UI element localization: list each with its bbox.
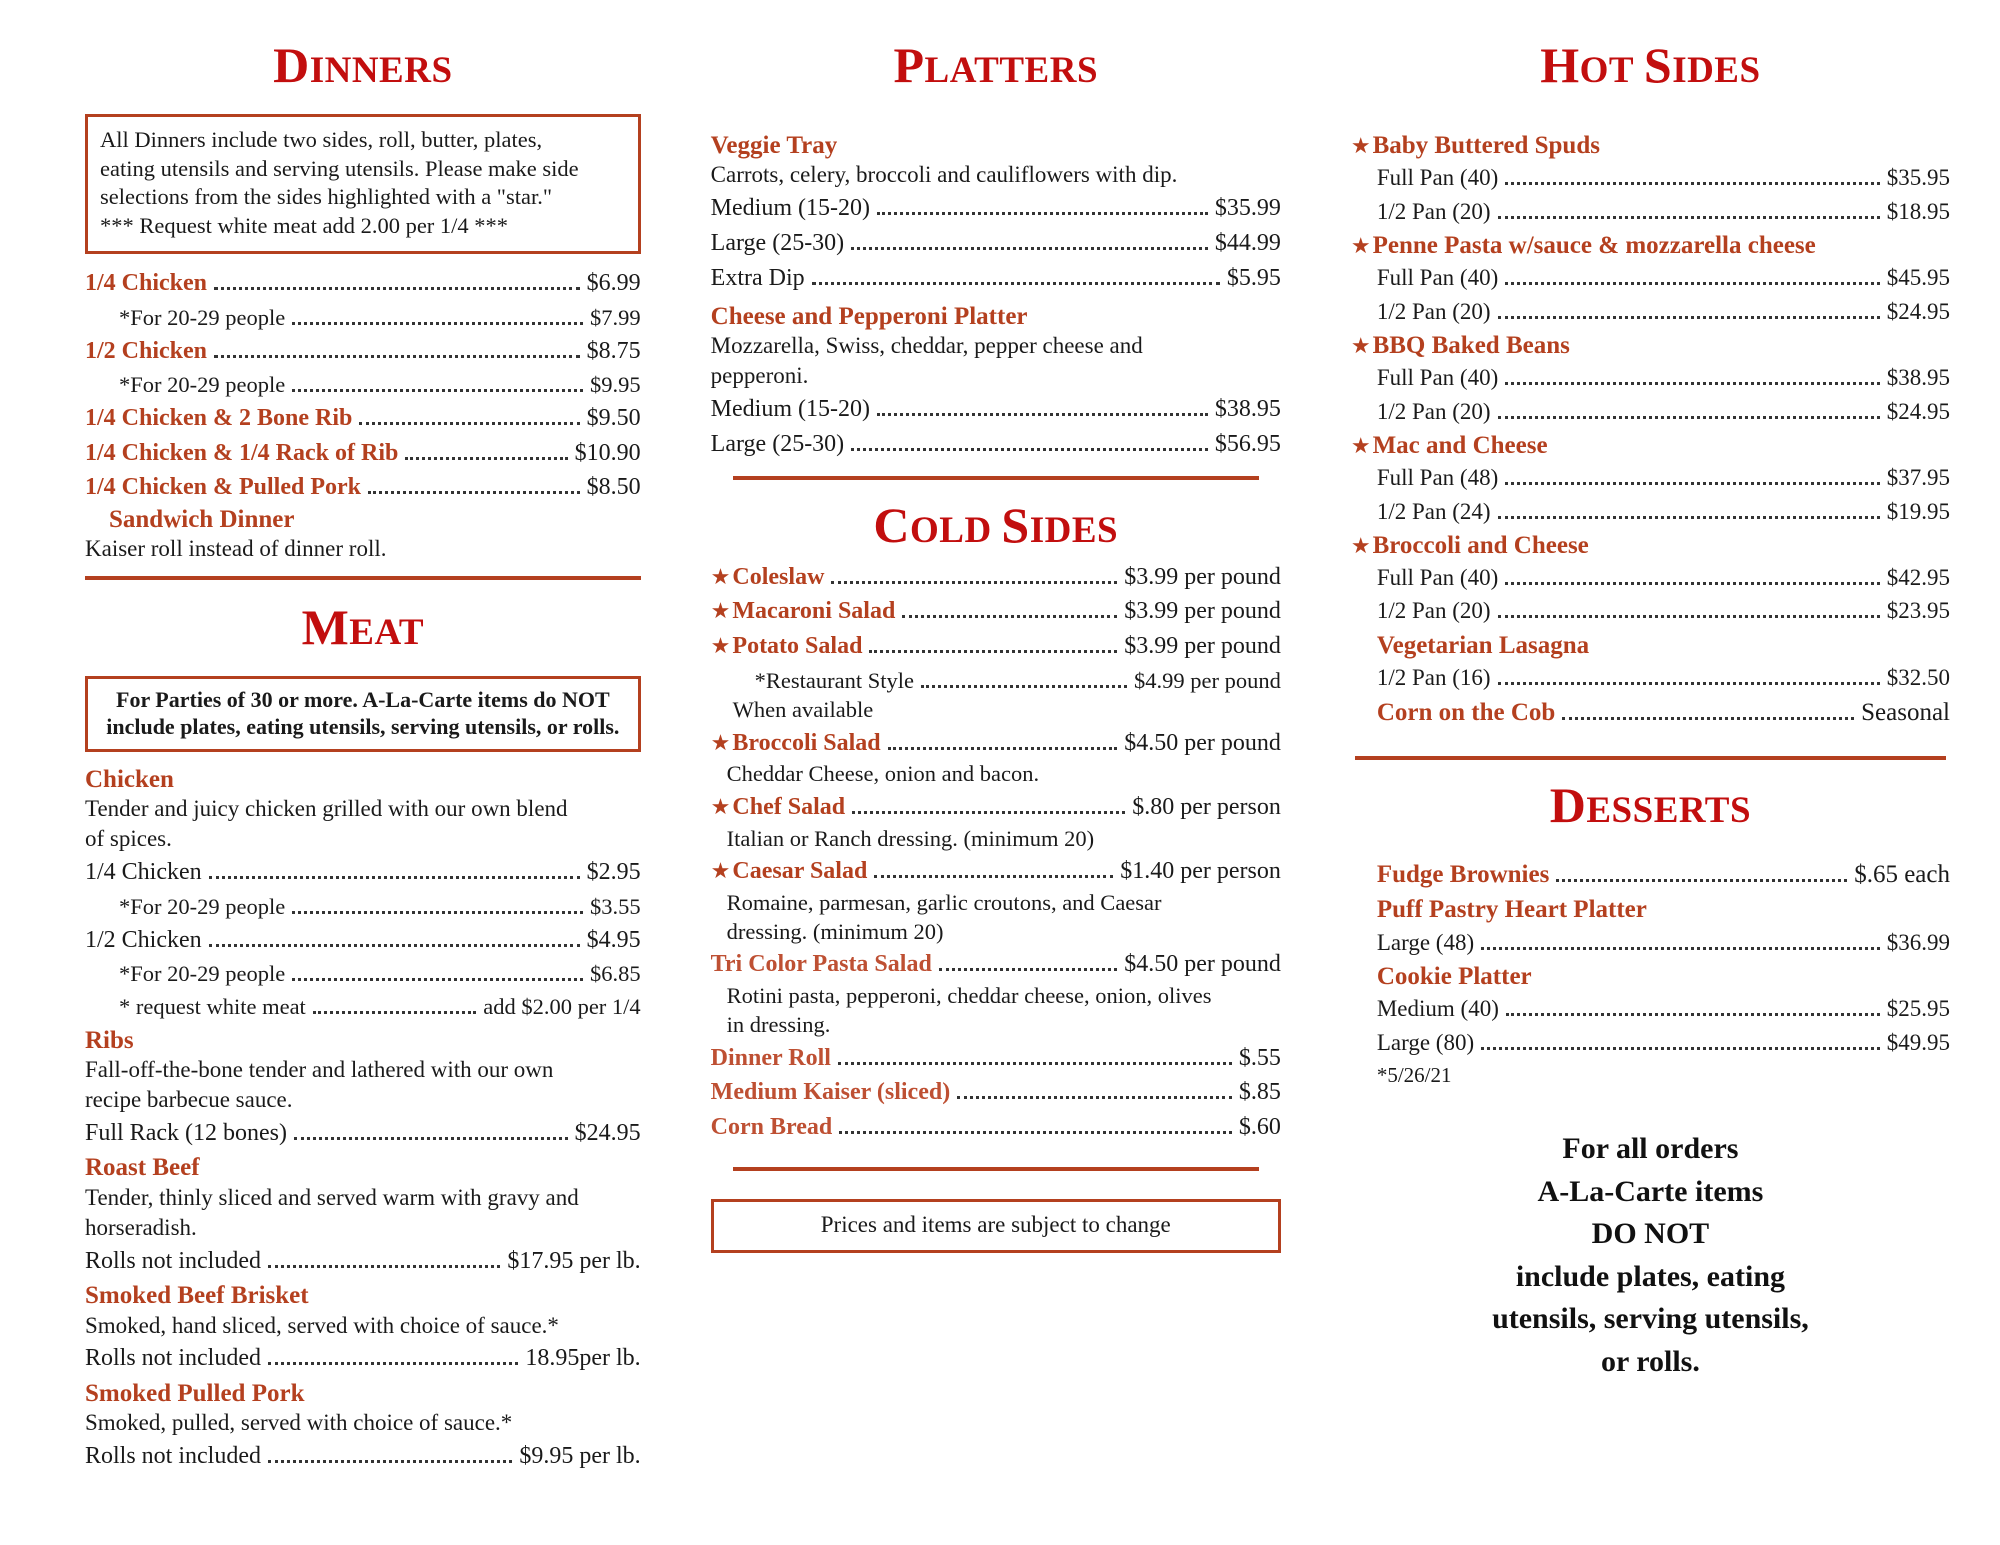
divider (85, 576, 641, 580)
dot-leader (313, 1011, 476, 1014)
dot-leader (1505, 282, 1880, 285)
dinners-heading-initial: D (273, 37, 310, 93)
hot-sides-heading-initial: H (1540, 37, 1580, 93)
group-description: horseradish. (85, 1214, 197, 1240)
cold-sides-heading-word1: OLD (909, 509, 1002, 551)
item-price: $35.95 (1886, 165, 1950, 191)
item-label: 1/2 Pan (24) (1376, 498, 1491, 524)
menu-row (85, 436, 641, 471)
section-heading-dinners (85, 37, 641, 93)
closing-line-1: For all orders (1562, 1132, 1739, 1166)
group-description: recipe barbecue sauce. (85, 1086, 293, 1112)
item-label: 1/4 Chicken & 2 Bone Rib (85, 404, 353, 431)
item-label: 1/2 Chicken (85, 926, 202, 953)
hot-side-title-mac-and-cheese: Mac and Cheese (1372, 431, 1548, 459)
group-description: Smoked, pulled, served with choice of sauce.* (85, 1410, 513, 1436)
item-label: Medium (40) (1376, 996, 1499, 1022)
dot-leader (214, 355, 580, 358)
dot-leader (292, 389, 583, 392)
item-label: Macaroni Salad (732, 598, 896, 625)
dot-leader (209, 876, 580, 879)
item-price: $24.95 (1886, 298, 1950, 324)
item-price: $4.95 (586, 926, 641, 953)
closing-line-4: include plates, eating (1515, 1259, 1786, 1293)
item-label: Tri Color Pasta Salad (710, 951, 932, 978)
item-label: Full Pan (48) (1376, 465, 1499, 491)
item-price: 18.95per lb. (525, 1345, 641, 1372)
dot-leader (368, 491, 580, 494)
menu-row (1351, 361, 1950, 394)
menu-row (85, 1341, 641, 1376)
dot-leader (874, 875, 1113, 878)
menu-row (85, 401, 641, 436)
dessert-title-cookie-platter: Cookie Platter (1376, 963, 1532, 991)
item-price: $9.50 (586, 404, 641, 431)
dot-leader (1481, 1047, 1880, 1050)
dot-leader (294, 1137, 568, 1140)
item-price: $3.99 per pound (1124, 633, 1281, 660)
item-note: When available (732, 697, 874, 723)
meat-group-title-chicken: Chicken (85, 765, 174, 793)
star-icon: ★ (1350, 232, 1371, 258)
item-label: 1/2 Pan (20) (1376, 298, 1491, 324)
item-label: 1/2 Pan (20) (1376, 598, 1491, 624)
star-icon: ★ (1350, 133, 1371, 158)
item-label: Rolls not included (85, 1345, 261, 1372)
closing-notice (1351, 1128, 1950, 1384)
item-price: $6.85 (590, 961, 641, 987)
closing-line-5: utensils, serving utensils, (1492, 1302, 1809, 1336)
item-label: Fudge Brownies (1376, 861, 1550, 889)
item-label: *For 20-29 people (119, 372, 286, 398)
item-price: $49.95 (1886, 1029, 1950, 1055)
column-middle (671, 37, 1311, 1253)
group-description: Tender and juicy chicken grilled with our own blend (85, 796, 568, 822)
menu-row (85, 890, 641, 923)
menu-row (85, 855, 641, 890)
item-price: $.60 (1238, 1113, 1281, 1140)
item-label: Large (48) (1376, 929, 1475, 955)
item-price: $25.95 (1886, 996, 1950, 1022)
item-price: $9.95 per lb. (519, 1443, 641, 1470)
item-price: $3.55 (590, 893, 641, 919)
menu-row (1351, 661, 1950, 694)
menu-row (711, 1041, 1281, 1076)
hot-sides-heading-initial2: S (1643, 37, 1673, 93)
dot-leader (1481, 947, 1880, 950)
hot-side-group-header (1351, 328, 1950, 361)
item-label: 1/4 Chicken & 1/4 Rack of Rib (85, 439, 399, 466)
item-label: Extra Dip (710, 264, 805, 291)
item-label: Medium Kaiser (sliced) (710, 1079, 951, 1106)
item-price: $10.90 (574, 439, 641, 466)
dot-leader (1505, 482, 1880, 485)
menu-row (1351, 261, 1950, 294)
dinners-footer-description: Kaiser roll instead of dinner roll. (85, 535, 387, 561)
dinners-note-box (85, 114, 641, 254)
menu-row (1351, 461, 1950, 494)
item-price: $.80 per person (1132, 793, 1281, 820)
dot-leader (921, 685, 1127, 688)
group-description: Carrots, celery, broccoli and cauliflowers with dip. (710, 162, 1178, 188)
item-label: *For 20-29 people (119, 893, 286, 919)
item-label: Coleslaw (732, 563, 825, 590)
menu-row (85, 301, 641, 334)
column-right (1311, 37, 1970, 1384)
hot-side-title-bbq-baked-beans: BBQ Baked Beans (1372, 331, 1570, 359)
section-heading-desserts (1351, 777, 1950, 834)
menu-row (1351, 195, 1950, 228)
item-note: Cheddar Cheese, onion and bacon. (726, 761, 1040, 787)
item-price: $37.95 (1886, 465, 1950, 491)
column-left (30, 37, 671, 1474)
hot-side-title-penne-pasta: Penne Pasta w/sauce & mozzarella cheese (1372, 231, 1816, 259)
menu-row (711, 594, 1281, 629)
item-label: * request white meat (119, 993, 306, 1019)
group-description: Fall-off-the-bone tender and lathered with our own (85, 1056, 554, 1082)
dot-leader (1498, 416, 1880, 419)
item-label: Rolls not included (85, 1443, 261, 1470)
item-price: add $2.00 per 1/4 (483, 993, 641, 1019)
hot-sides-heading-word1: OT (1579, 50, 1644, 91)
spacer (1351, 114, 1950, 128)
menu-row (711, 392, 1281, 427)
dot-leader (214, 287, 580, 290)
meat-group-title-smoked-beef-brisket: Smoked Beef Brisket (85, 1282, 309, 1310)
item-label: Caesar Salad (732, 857, 868, 884)
item-price: $7.99 (590, 304, 641, 330)
hot-sides-heading-word2: IDES (1672, 50, 1761, 91)
desserts-heading-rest: ESSERTS (1586, 790, 1752, 832)
dot-leader (1505, 582, 1880, 585)
menu-row (711, 664, 1281, 697)
dot-leader (268, 1460, 512, 1463)
section-heading-meat (85, 598, 641, 655)
menu-row (1351, 594, 1950, 627)
item-label-continuation: Sandwich Dinner (109, 505, 295, 533)
item-price: $1.40 per person (1120, 857, 1281, 884)
menu-row (711, 261, 1281, 296)
item-price: $.85 (1238, 1079, 1281, 1106)
item-label: *Restaurant Style (754, 667, 915, 693)
dot-leader (1505, 382, 1880, 385)
item-price: $4.50 per pound (1124, 951, 1281, 978)
item-label: Full Pan (40) (1376, 565, 1499, 591)
dot-leader (877, 413, 1208, 416)
item-label: Dinner Roll (710, 1044, 831, 1071)
star-icon: ★ (1350, 332, 1371, 358)
closing-line-6: or rolls. (1600, 1345, 1700, 1378)
group-description: Tender, thinly sliced and served warm with gravy and (85, 1184, 579, 1210)
star-icon: ★ (710, 563, 731, 589)
item-label: *For 20-29 people (119, 304, 286, 330)
dot-leader (839, 1131, 1232, 1134)
desserts-heading-initial: D (1549, 777, 1587, 834)
item-label: Potato Salad (732, 633, 863, 660)
item-note: Italian or Ranch dressing. (minimum 20) (726, 825, 1095, 851)
item-note: in dressing. (726, 1012, 831, 1038)
dot-leader (268, 1265, 500, 1268)
menu-row (1351, 856, 1950, 892)
item-price: $23.95 (1886, 598, 1950, 624)
dot-leader (292, 978, 583, 981)
menu-row (711, 1110, 1281, 1145)
dot-leader (812, 282, 1220, 285)
dot-leader (1498, 316, 1880, 319)
meat-group-title-roast-beef: Roast Beef (85, 1154, 200, 1182)
item-price: $56.95 (1214, 431, 1281, 458)
disclaimer-text: Prices and items are subject to change (820, 1211, 1171, 1237)
closing-line-3: DO NOT (1591, 1217, 1710, 1251)
meat-group-title-smoked-pulled-pork: Smoked Pulled Pork (85, 1380, 305, 1408)
item-label: Medium (15-20) (710, 195, 870, 222)
item-price: $8.75 (586, 337, 641, 364)
dot-leader (1505, 182, 1880, 185)
platters-heading-initial: P (893, 37, 925, 93)
hot-side-title-vegetarian-lasagna: Vegetarian Lasagna (1376, 631, 1590, 659)
cold-sides-heading-initial: C (873, 496, 910, 553)
section-heading-cold-sides (711, 496, 1281, 553)
star-icon: ★ (710, 598, 731, 624)
group-description: of spices. (85, 826, 172, 852)
hot-side-title-broccoli-and-cheese: Broccoli and Cheese (1372, 531, 1589, 559)
item-label: Large (25-30) (710, 431, 845, 458)
dot-leader (902, 615, 1117, 618)
item-label: 1/2 Pan (20) (1376, 398, 1491, 424)
item-price: $44.99 (1214, 229, 1281, 256)
dot-leader (838, 1062, 1232, 1065)
dot-leader (851, 448, 1208, 451)
hot-side-group-header (1351, 528, 1950, 561)
item-price: $38.95 (1886, 365, 1950, 391)
item-price: $35.99 (1214, 195, 1281, 222)
closing-line-2: A-La-Carte items (1537, 1174, 1764, 1208)
menu-row (1351, 561, 1950, 594)
item-label: Full Pan (40) (1376, 265, 1499, 291)
cold-sides-heading-initial2: S (1001, 496, 1030, 553)
item-label: Full Pan (40) (1376, 165, 1499, 191)
item-note: dressing. (minimum 20) (726, 918, 944, 944)
item-price: $6.99 (586, 270, 641, 297)
divider (733, 1167, 1259, 1171)
disclaimer-box (711, 1199, 1281, 1253)
dinners-note-line-4: *** Request white meat add 2.00 per 1/4 *** (100, 212, 509, 238)
item-label: Corn Bread (710, 1113, 833, 1140)
star-icon: ★ (1350, 532, 1371, 558)
item-price: $45.95 (1886, 265, 1950, 291)
dot-leader (851, 247, 1208, 250)
dot-leader (1498, 216, 1880, 219)
menu-row (1351, 495, 1950, 528)
item-price: $3.99 per pound (1124, 563, 1281, 590)
platter-title-veggie-tray: Veggie Tray (710, 132, 838, 159)
item-label: 1/4 Chicken (85, 859, 202, 886)
hot-side-group-header (1351, 428, 1950, 461)
group-description: Smoked, hand sliced, served with choice of sauce.* (85, 1312, 559, 1338)
revision-date: *5/26/21 (1376, 1063, 1452, 1088)
dinners-note-line-1: All Dinners include two sides, roll, butter, plates, (100, 127, 543, 152)
dot-leader (869, 650, 1117, 653)
item-price: $24.95 (1886, 398, 1950, 424)
item-label: 1/4 Chicken (85, 270, 208, 297)
item-price: $3.99 per pound (1124, 598, 1281, 625)
dinners-note-line-2: eating utensils and serving utensils. Please make side (100, 155, 579, 181)
item-label: 1/2 Chicken (85, 337, 208, 364)
item-price: Seasonal (1861, 699, 1950, 727)
meat-heading-initial: M (301, 598, 350, 655)
meat-note-line-2: include plates, eating utensils, serving utensils, or rolls. (106, 714, 620, 740)
dot-leader (268, 1362, 518, 1365)
dot-leader (957, 1096, 1232, 1099)
dot-leader (209, 944, 580, 947)
menu-row (85, 1116, 641, 1151)
dot-leader (292, 911, 583, 914)
menu-row (711, 560, 1281, 595)
menu-row (1351, 926, 1950, 959)
menu-row (1351, 161, 1950, 194)
dot-leader (1498, 682, 1880, 685)
meat-note-box (85, 676, 641, 752)
divider (1355, 756, 1946, 760)
dot-leader (292, 322, 583, 325)
menu-row (85, 470, 641, 505)
dot-leader (831, 581, 1117, 584)
item-label: Broccoli Salad (732, 729, 881, 756)
menu-row (711, 1075, 1281, 1110)
menu-row (1351, 992, 1950, 1025)
divider (733, 476, 1259, 480)
hot-side-title-baby-buttered-spuds: Baby Buttered Spuds (1372, 132, 1600, 159)
menu-row (1351, 295, 1950, 328)
star-icon: ★ (710, 633, 731, 659)
dessert-title-puff-pastry-heart-platter: Puff Pastry Heart Platter (1376, 896, 1647, 924)
dot-leader (877, 212, 1208, 215)
item-price: $.55 (1238, 1044, 1281, 1071)
item-price: $4.99 per pound (1133, 667, 1281, 693)
item-price: $.65 each (1854, 861, 1950, 889)
item-price: $18.95 (1886, 198, 1950, 224)
spacer (711, 114, 1281, 128)
dot-leader (1498, 516, 1880, 519)
hot-side-group-header (1351, 228, 1950, 261)
star-icon: ★ (710, 729, 731, 755)
item-price: $42.95 (1886, 565, 1950, 591)
dinners-note-line-3: selections from the sides highlighted with a "star." (100, 184, 553, 210)
item-label: Full Pan (40) (1376, 365, 1499, 391)
menu-row (711, 790, 1281, 825)
hot-side-group-header (1351, 128, 1950, 161)
menu-row (85, 957, 641, 990)
menu-row (85, 1244, 641, 1279)
menu-row (711, 726, 1281, 761)
item-price: $8.50 (586, 474, 641, 501)
menu-row (711, 427, 1281, 462)
menu-row (85, 923, 641, 958)
item-price: $4.50 per pound (1124, 729, 1281, 756)
menu-row (85, 368, 641, 401)
meat-group-title-ribs: Ribs (85, 1026, 134, 1054)
section-heading-hot-sides (1351, 37, 1950, 93)
menu-row (85, 990, 641, 1023)
dot-leader (939, 968, 1117, 971)
menu-row (1351, 694, 1950, 730)
meat-heading-rest: EAT (349, 611, 425, 653)
item-price: $24.95 (574, 1119, 641, 1146)
dinners-heading-rest: INNERS (309, 50, 453, 91)
item-price: $9.95 (590, 372, 641, 398)
menu-row (1351, 395, 1950, 428)
item-label: 1/2 Pan (20) (1376, 198, 1491, 224)
menu-row (85, 266, 641, 301)
dot-leader (888, 747, 1118, 750)
item-label: Large (25-30) (710, 229, 845, 256)
star-icon: ★ (1350, 432, 1371, 458)
group-description: Mozzarella, Swiss, cheddar, pepper cheese and (710, 333, 1143, 359)
item-label: *For 20-29 people (119, 961, 286, 987)
section-heading-platters (711, 37, 1281, 93)
dot-leader (1556, 879, 1847, 882)
item-label: 1/4 Chicken & Pulled Pork (85, 474, 362, 501)
menu-row (711, 226, 1281, 261)
item-label: Full Rack (12 bones) (85, 1119, 287, 1146)
item-label: Medium (15-20) (710, 396, 870, 423)
platter-title-cheese-pepperoni: Cheese and Pepperoni Platter (710, 303, 1028, 331)
item-label: 1/2 Pan (16) (1376, 665, 1491, 691)
item-price: $5.95 (1226, 264, 1281, 291)
platters-heading-rest: LATTERS (924, 50, 1099, 91)
menu-row (85, 1439, 641, 1474)
dot-leader (852, 811, 1125, 814)
menu-row (711, 854, 1281, 889)
dot-leader (405, 457, 567, 460)
star-icon: ★ (710, 793, 731, 819)
dot-leader (359, 422, 579, 425)
item-price: $32.50 (1886, 665, 1950, 691)
item-label: Corn on the Cob (1376, 699, 1556, 727)
item-price: $19.95 (1886, 498, 1950, 524)
dot-leader (1498, 615, 1880, 618)
star-icon: ★ (710, 857, 731, 883)
menu-row (85, 334, 641, 369)
item-note: Romaine, parmesan, garlic croutons, and Caesar (726, 889, 1162, 915)
dot-leader (1562, 717, 1854, 720)
item-price: $17.95 per lb. (507, 1247, 641, 1274)
item-label: Chef Salad (732, 793, 846, 820)
item-label: Large (80) (1376, 1029, 1475, 1055)
menu-row (711, 947, 1281, 982)
item-label: Rolls not included (85, 1247, 261, 1274)
cold-sides-heading-word2: IDES (1029, 509, 1119, 551)
item-note: Rotini pasta, pepperoni, cheddar cheese, onion, olives (726, 982, 1212, 1008)
menu-row (711, 191, 1281, 226)
item-price: $2.95 (586, 859, 641, 886)
group-description: pepperoni. (710, 363, 809, 389)
item-price: $38.95 (1214, 396, 1281, 423)
item-price: $36.99 (1886, 929, 1950, 955)
menu-row (1351, 1026, 1950, 1059)
meat-note-line-1: For Parties of 30 or more. A-La-Carte items do NOT (116, 686, 610, 712)
dot-leader (1506, 1013, 1880, 1016)
menu-row (711, 629, 1281, 664)
